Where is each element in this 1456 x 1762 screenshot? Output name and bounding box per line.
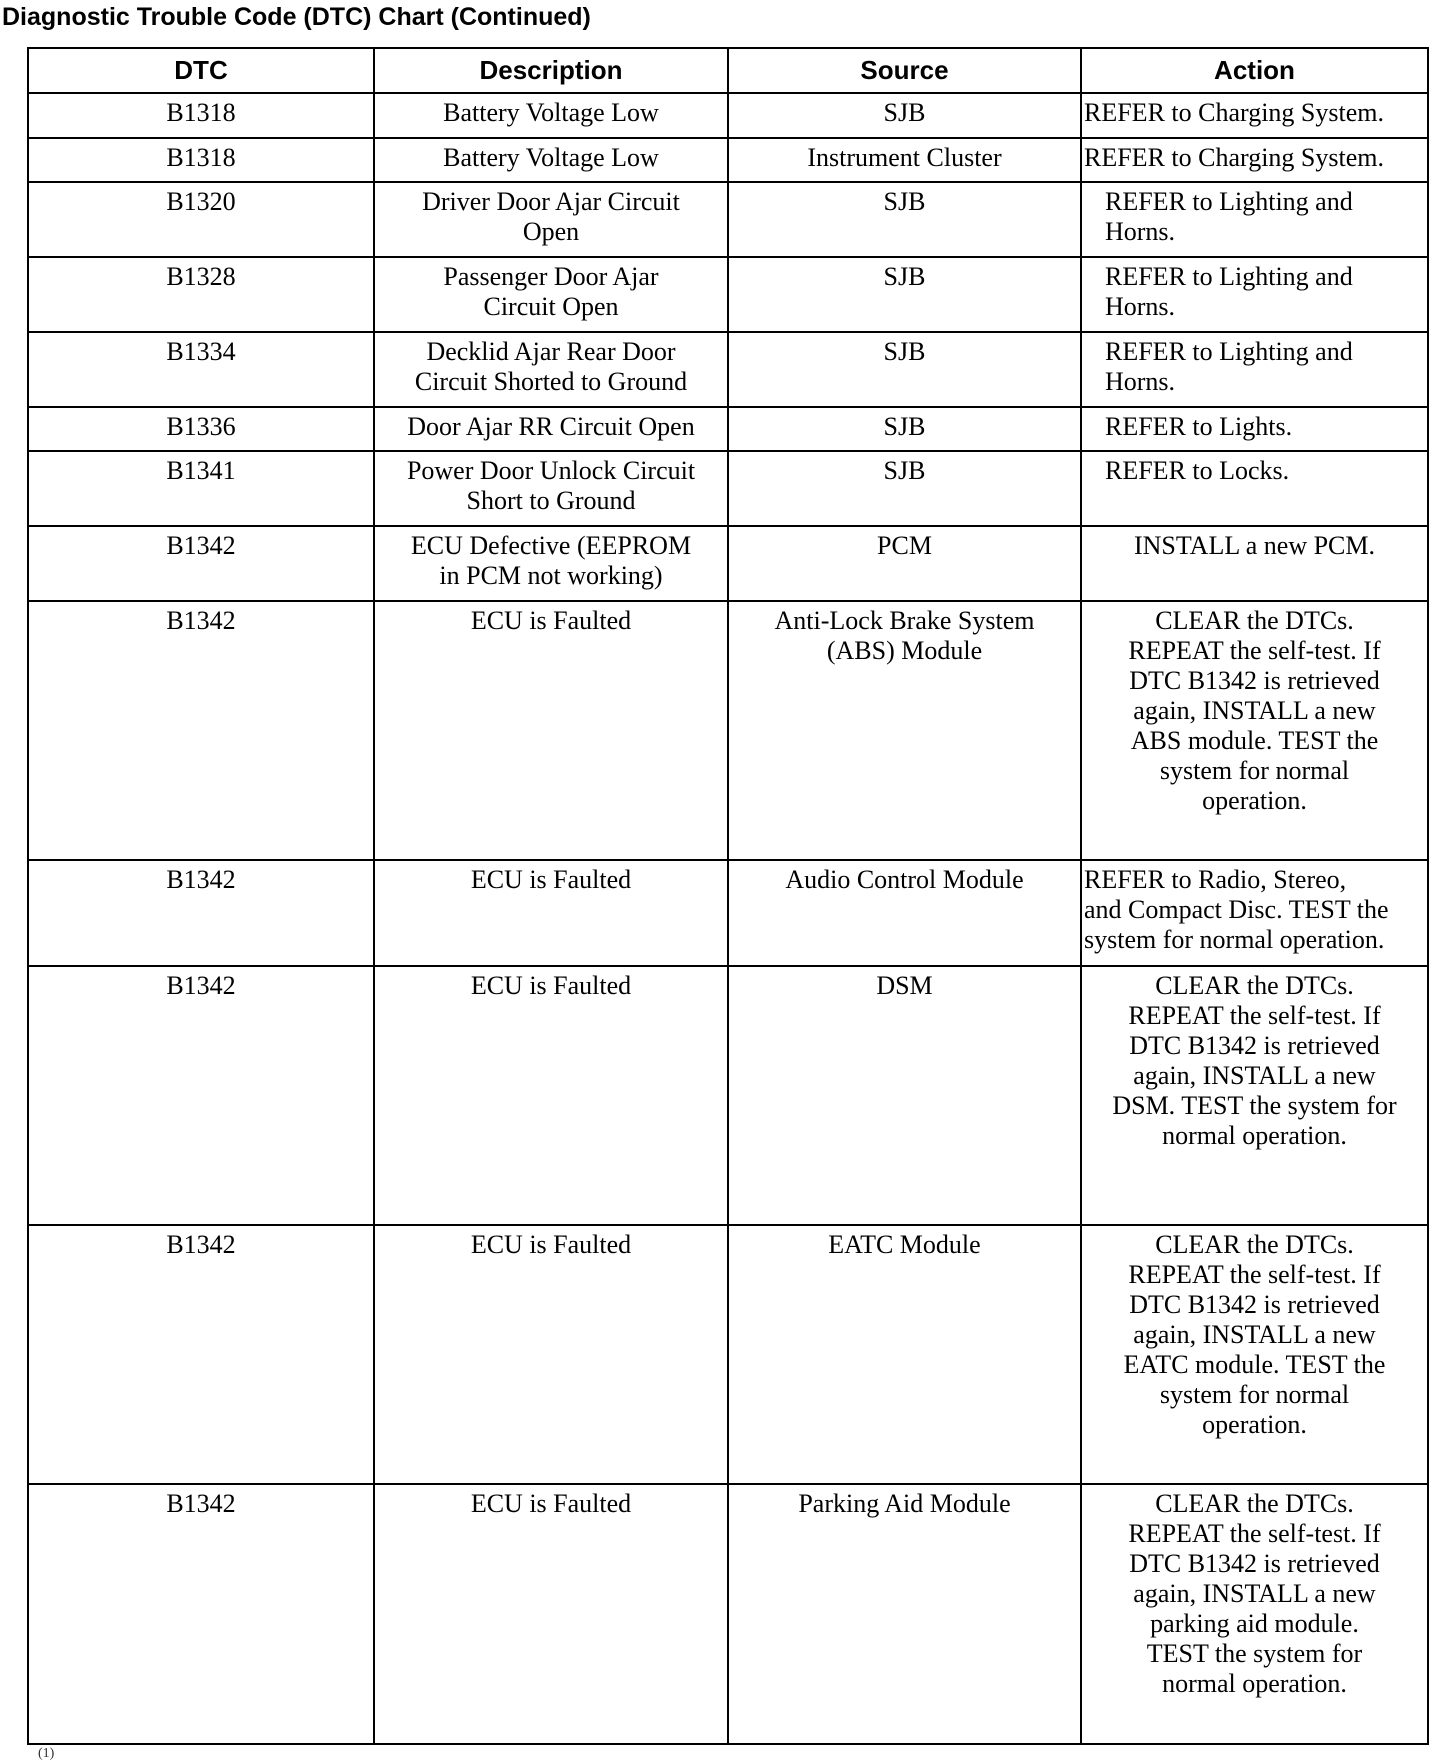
action-cell: CLEAR the DTCs. REPEAT the self-test. If DTC B1342 is retrieved again, INSTALL a new parking aid module. TEST the system for normal operation. bbox=[1081, 1484, 1428, 1744]
action-cell: REFER to Lighting and Horns. bbox=[1081, 182, 1428, 257]
description-cell: ECU is Faulted bbox=[374, 601, 728, 860]
description-cell: ECU is Faulted bbox=[374, 1225, 728, 1484]
action-cell: CLEAR the DTCs. REPEAT the self-test. If DTC B1342 is retrieved again, INSTALL a new EATC module. TEST the system for normal operation. bbox=[1081, 1225, 1428, 1484]
dtc-cell: B1342 bbox=[28, 860, 374, 966]
dtc-cell: B1334 bbox=[28, 332, 374, 407]
action-cell: REFER to Radio, Stereo, and Compact Disc. TEST the system for normal operation. bbox=[1081, 860, 1428, 966]
description-cell: ECU is Faulted bbox=[374, 860, 728, 966]
page-title: Diagnostic Trouble Code (DTC) Chart (Continued) bbox=[2, 3, 591, 31]
dtc-cell: B1342 bbox=[28, 1484, 374, 1744]
source-cell: DSM bbox=[728, 966, 1081, 1225]
dtc-cell: B1341 bbox=[28, 451, 374, 526]
source-cell: SJB bbox=[728, 257, 1081, 332]
description-cell: ECU is Faulted bbox=[374, 966, 728, 1225]
dtc-table bbox=[27, 47, 1429, 1745]
description-cell: Driver Door Ajar Circuit Open bbox=[374, 182, 728, 257]
table-row bbox=[28, 601, 1428, 860]
dtc-cell: B1342 bbox=[28, 1225, 374, 1484]
description-cell: ECU Defective (EEPROM in PCM not working) bbox=[374, 526, 728, 601]
source-cell: EATC Module bbox=[728, 1225, 1081, 1484]
dtc-cell: B1342 bbox=[28, 601, 374, 860]
action-cell: CLEAR the DTCs. REPEAT the self-test. If DTC B1342 is retrieved again, INSTALL a new ABS module. TEST the system for normal operation. bbox=[1081, 601, 1428, 860]
dtc-cell: B1320 bbox=[28, 182, 374, 257]
column-header-action: Action bbox=[1081, 48, 1428, 93]
table-row bbox=[28, 966, 1428, 1225]
footnote-marker: (1) bbox=[38, 1746, 55, 1761]
dtc-cell: B1318 bbox=[28, 138, 374, 182]
source-cell: Instrument Cluster bbox=[728, 138, 1081, 182]
action-cell: CLEAR the DTCs. REPEAT the self-test. If DTC B1342 is retrieved again, INSTALL a new DSM. TEST the system for normal operation. bbox=[1081, 966, 1428, 1225]
dtc-cell: B1342 bbox=[28, 966, 374, 1225]
action-cell: REFER to Lighting and Horns. bbox=[1081, 332, 1428, 407]
table-row bbox=[28, 526, 1428, 601]
table-row bbox=[28, 93, 1428, 138]
table-row bbox=[28, 138, 1428, 182]
dtc-cell: B1318 bbox=[28, 93, 374, 138]
source-cell: SJB bbox=[728, 93, 1081, 138]
table-row bbox=[28, 257, 1428, 332]
table-row bbox=[28, 332, 1428, 407]
description-cell: Decklid Ajar Rear Door Circuit Shorted to Ground bbox=[374, 332, 728, 407]
table-header-row bbox=[28, 48, 1428, 93]
table-row bbox=[28, 451, 1428, 526]
column-header-dtc: DTC bbox=[28, 48, 374, 93]
dtc-cell: B1328 bbox=[28, 257, 374, 332]
table-row bbox=[28, 1484, 1428, 1744]
source-cell: SJB bbox=[728, 451, 1081, 526]
dtc-cell: B1336 bbox=[28, 407, 374, 451]
column-header-description: Description bbox=[374, 48, 728, 93]
action-cell: REFER to Lights. bbox=[1081, 407, 1428, 451]
source-cell: SJB bbox=[728, 332, 1081, 407]
action-cell: REFER to Locks. bbox=[1081, 451, 1428, 526]
description-cell: Battery Voltage Low bbox=[374, 93, 728, 138]
description-cell: ECU is Faulted bbox=[374, 1484, 728, 1744]
description-cell: Battery Voltage Low bbox=[374, 138, 728, 182]
description-cell: Power Door Unlock Circuit Short to Ground bbox=[374, 451, 728, 526]
source-cell: PCM bbox=[728, 526, 1081, 601]
table-row bbox=[28, 182, 1428, 257]
table-row bbox=[28, 860, 1428, 966]
column-header-source: Source bbox=[728, 48, 1081, 93]
action-cell: INSTALL a new PCM. bbox=[1081, 526, 1428, 601]
source-cell: SJB bbox=[728, 407, 1081, 451]
source-cell: Audio Control Module bbox=[728, 860, 1081, 966]
dtc-cell: B1342 bbox=[28, 526, 374, 601]
action-cell: REFER to Charging System. bbox=[1081, 138, 1428, 182]
action-cell: REFER to Charging System. bbox=[1081, 93, 1428, 138]
action-cell: REFER to Lighting and Horns. bbox=[1081, 257, 1428, 332]
description-cell: Passenger Door Ajar Circuit Open bbox=[374, 257, 728, 332]
table-row bbox=[28, 1225, 1428, 1484]
table-row bbox=[28, 407, 1428, 451]
source-cell: SJB bbox=[728, 182, 1081, 257]
description-cell: Door Ajar RR Circuit Open bbox=[374, 407, 728, 451]
source-cell: Parking Aid Module bbox=[728, 1484, 1081, 1744]
source-cell: Anti-Lock Brake System (ABS) Module bbox=[728, 601, 1081, 860]
